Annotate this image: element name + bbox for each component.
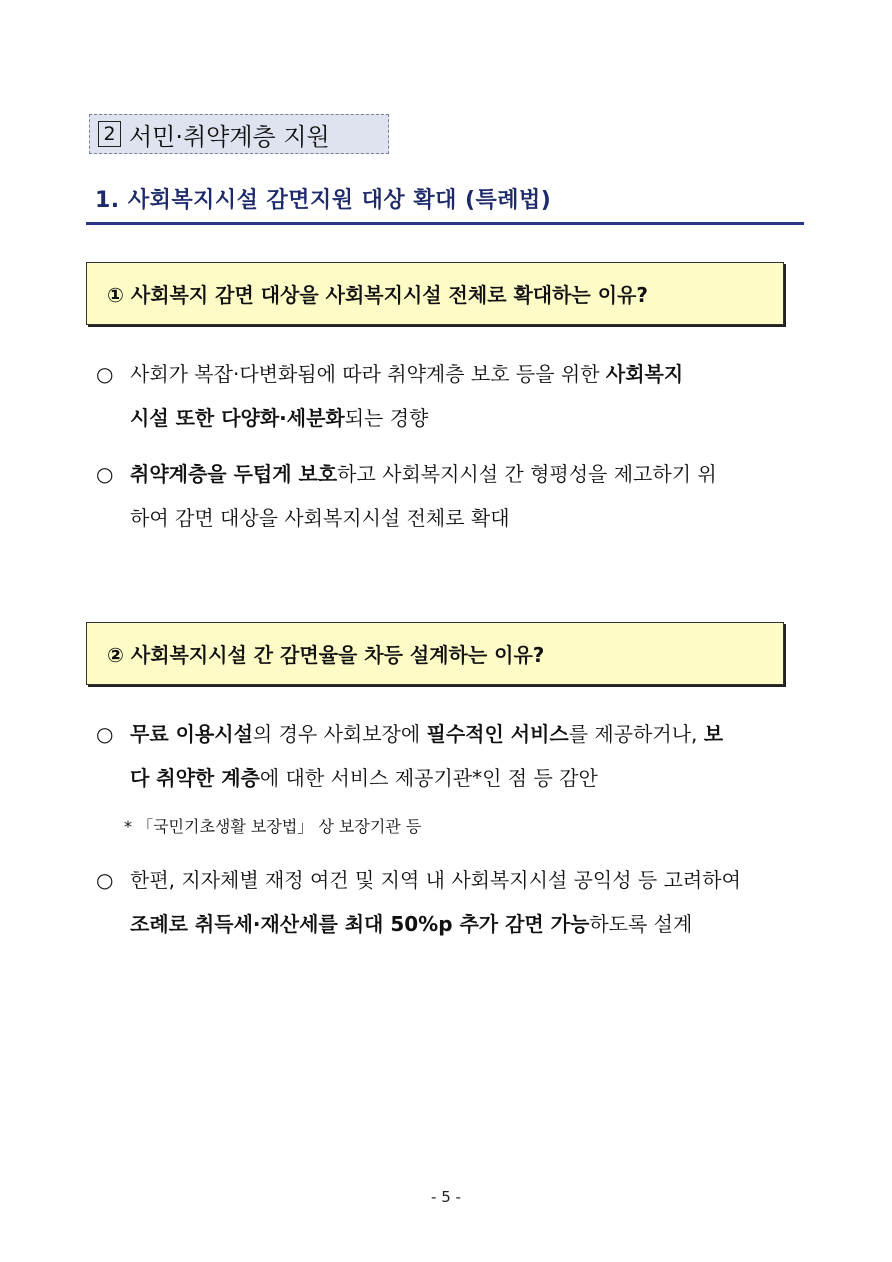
text-run: 를 제공하거나, bbox=[568, 722, 704, 746]
text-run: 에 대한 서비스 제공기관*인 점 등 감안 bbox=[259, 766, 598, 790]
bold-run: 다 취약한 계층 bbox=[130, 766, 260, 790]
q2-paragraph-1 bbox=[96, 712, 808, 800]
bullet-circle: ○ bbox=[96, 722, 114, 746]
page-heading: 1. 사회복지시설 감면지원 대상 확대 (특례법) bbox=[95, 188, 552, 213]
bullet-circle: ○ bbox=[96, 362, 114, 386]
bold-run: 사회복지 bbox=[605, 362, 684, 386]
q2-paragraph-2 bbox=[96, 858, 808, 946]
text-run: 사회가 복잡·다변화됨에 따라 취약계층 보호 등을 위한 bbox=[130, 362, 606, 386]
bold-run: 무료 이용시설 bbox=[130, 722, 253, 746]
bullet-circle: ○ bbox=[96, 868, 114, 892]
question-2-label: ② 사회복지시설 간 감면율을 차등 설계하는 이유? bbox=[107, 643, 545, 667]
page-number: - 5 - bbox=[431, 1188, 461, 1206]
bold-run: 취약계층을 두텁게 보호 bbox=[130, 462, 338, 486]
question-1-label: ① 사회복지 감면 대상을 사회복지시설 전체로 확대하는 이유? bbox=[107, 283, 648, 307]
heading-rule bbox=[86, 222, 804, 225]
question-box-2 bbox=[86, 622, 784, 685]
q1-paragraph-1 bbox=[96, 352, 808, 440]
section-number: 2 bbox=[98, 121, 121, 147]
footnote: * 「국민기초생활 보장법」 상 보장기관 등 bbox=[124, 817, 422, 836]
text-run: 한편, 지자체별 재정 여건 및 지역 내 사회복지시설 공익성 등 고려하여 bbox=[130, 868, 741, 892]
bold-run: 필수적인 서비스 bbox=[426, 722, 569, 746]
text-run: 되는 경향 bbox=[344, 406, 429, 430]
bold-run: 조례로 취득세·재산세를 최대 50%p 추가 감면 가능 bbox=[130, 912, 590, 936]
section-title: 서민·취약계층 지원 bbox=[129, 122, 330, 151]
section-tag bbox=[89, 114, 389, 154]
text-run: 하고 사회복지시설 간 형평성을 제고하기 위 bbox=[337, 462, 717, 486]
bold-run: 보 bbox=[703, 722, 724, 746]
text-run: 하여 감면 대상을 사회복지시설 전체로 확대 bbox=[130, 506, 510, 530]
bold-run: 시설 또한 다양화·세분화 bbox=[130, 406, 345, 430]
question-box-1 bbox=[86, 262, 784, 325]
q1-paragraph-2 bbox=[96, 452, 808, 540]
text-run: 하도록 설계 bbox=[589, 912, 693, 936]
text-run: 의 경우 사회보장에 bbox=[252, 722, 427, 746]
bullet-circle: ○ bbox=[96, 462, 114, 486]
